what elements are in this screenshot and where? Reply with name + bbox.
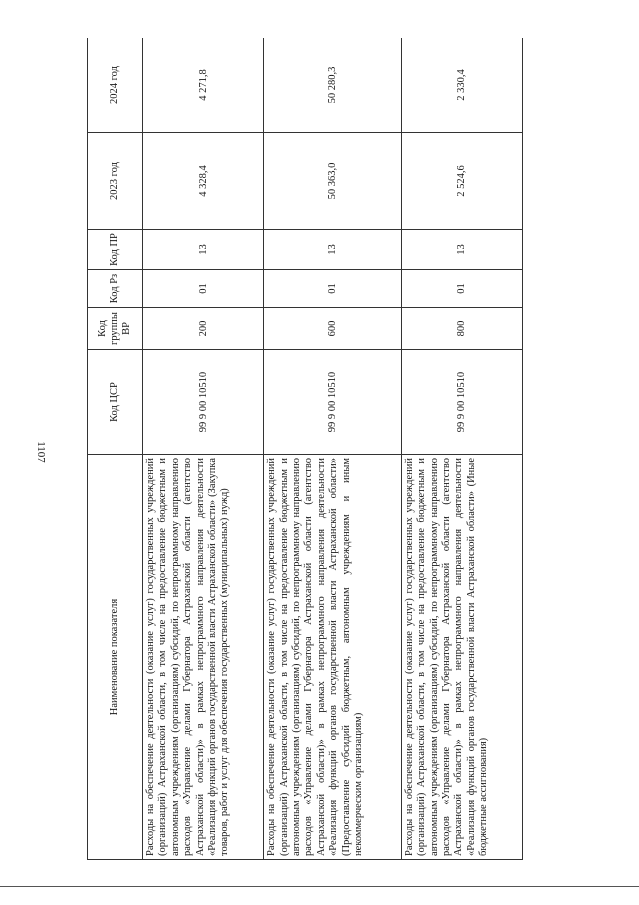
row-name: Расходы на обеспечение деятельности (оказание услуг) государственных учреждений (организаций) Астраханской области, в том числе на предоставление бюджетным и автономным учреждениям (организациям) субсидий, по непрограммному направлению расходов «Управление делами Губернатора Астраханской области (агентство Астраханской области)» в рамках непрограммного направления деятельности «Реализация функций органов государственной власти Астраханской области» (Предоставление субсидий бюджетным, автономным учреждениям и иным некоммерческим организациям)	[264, 455, 402, 860]
row-2024: 4 271,8	[143, 38, 264, 133]
row-csr: 99 9 00 10510	[264, 350, 402, 455]
rotated-table-frame	[87, 38, 523, 860]
header-csr: Код ЦСР	[88, 350, 143, 455]
row-pr: 13	[143, 230, 264, 270]
row-2024: 50 280,3	[264, 38, 402, 133]
row-2023: 2 524,6	[401, 133, 522, 230]
row-vr: 800	[401, 308, 522, 350]
row-rz: 01	[401, 270, 522, 308]
row-name: Расходы на обеспечение деятельности (оказание услуг) государственных учреждений (организаций) Астраханской области, в том числе на предоставление бюджетным и автономным учреждениям (организациям) субсидий, по непрограммному направлению расходов «Управление делами Губернатора Астраханской области (агентство Астраханской области)» в рамках непрограммного направления деятельности «Реализация функций органов государственной власти Астраханской области» (Закупка товаров, работ и услуг для обеспечения государственных (муниципальных) нужд)	[143, 455, 264, 860]
table-header-row	[88, 38, 143, 860]
budget-table-container	[87, 38, 523, 860]
row-rz: 01	[264, 270, 402, 308]
budget-table	[87, 38, 523, 860]
table-row	[401, 38, 522, 860]
row-pr: 13	[264, 230, 402, 270]
row-rz: 01	[143, 270, 264, 308]
row-2023: 50 363,0	[264, 133, 402, 230]
table-row	[264, 38, 402, 860]
row-pr: 13	[401, 230, 522, 270]
header-2024: 2024 год	[88, 38, 143, 133]
header-rz: Код Рз	[88, 270, 143, 308]
row-vr: 600	[264, 308, 402, 350]
row-2023: 4 328,4	[143, 133, 264, 230]
header-pr: Код ПР	[88, 230, 143, 270]
page-number: 1107	[34, 441, 47, 463]
row-name: Расходы на обеспечение деятельности (оказание услуг) государственных учреждений (организаций) Астраханской области, в том числе на предоставление бюджетным и автономным учреждениям (организациям) субсидий, по непрограммному направлению расходов «Управление делами Губернатора Астраханской области (агентство Астраханской области)» в рамках непрограммного направления деятельности «Реализация функций органов государственной власти Астраханской области» (Иные бюджетные ассигнования)	[401, 455, 522, 860]
header-name: Наименование показателя	[88, 455, 143, 860]
row-csr: 99 9 00 10510	[401, 350, 522, 455]
table-row	[143, 38, 264, 860]
header-2023: 2023 год	[88, 133, 143, 230]
row-2024: 2 330,4	[401, 38, 522, 133]
bottom-rule	[0, 886, 639, 887]
row-vr: 200	[143, 308, 264, 350]
header-vr: Код группы ВР	[88, 308, 143, 350]
row-csr: 99 9 00 10510	[143, 350, 264, 455]
